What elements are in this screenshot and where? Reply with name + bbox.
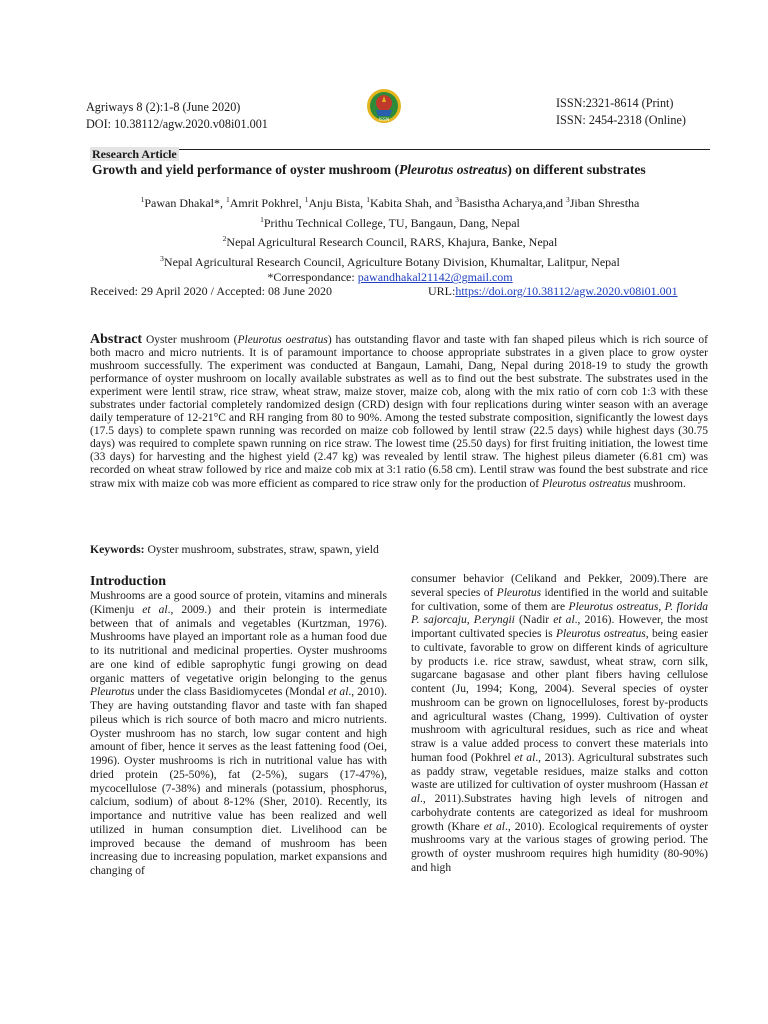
doi: DOI: 10.38112/agw.2020.v08i01.001 [86,117,268,131]
author-block [80,192,700,286]
body-text: ., 2013). Agricultural substrates such as paddy straw, vegetable residues, maize stalks and cotton waste are utilized for cultivation of oyster mushroom (Hassan [411,751,708,792]
body-italic: et al [411,779,708,805]
author-name: Pawan Dhakal*, [144,196,227,210]
abstract-text: ) has outstanding flavor and taste with fan shaped pileus which is rich source of both macro and micro nutrients. It is of paramount importance to choose appropriate substrates in a given place to grow oyster mushroom successfully. The experiment was conducted at Bangaun, Lamahi, Dang, Nepal during 2018-19 to study the growth performance of oyster mushroom on locally available substrates as well as to find out the best substrate. The substrates used in the experiment were lentil straw, rice straw, wheat straw, maize stover, maize cob, along with the mix ratio of corn cob 1:3 with these substrates under factorial completely randomized design (CRD) design with four replications during winter season with an average daily temperature of 12-21°C and RH ranging from 80 to 90%. Among the tested substrate composition, significantly the lowest days (17.5 days) to complete spawn running was recorded on maize cob followed by lentil straw (22.5 days) while highest days (30.75 days) was required to complete spawn running on rice straw. The lowest time (25.50 days) for first fruiting initiation, the lowest time (33 days) for harvesting and the highest yield (2.47 kg) was revealed by lentil straw. The highest pileus diameter (6.81 cm) was recorded on wheat straw followed by rice and maize cob mix at 3:1 ratio (6.58 cm). Lentil straw was found the best substrate and rice straw mix with maize cob was more efficient as compared to rice straw only for the production of [90,334,709,490]
keywords-text: Oyster mushroom, substrates, straw, spawn, yield [144,543,379,556]
author-sup: 1 [366,195,370,204]
intro-column-left [90,590,387,879]
body-italic: et al [483,820,506,833]
introduction-heading: Introduction [90,574,166,589]
author-sup: 1 [226,195,230,204]
url-line [428,284,678,299]
body-italic: et al [553,614,575,627]
body-italic: et al [514,751,536,764]
keywords-label: Keywords: [90,543,145,556]
issn-online: ISSN: 2454-2318 (Online) [556,113,686,127]
article-title [92,162,712,178]
body-text: ., 2010). Ecological requirements of oyster mushrooms vary at the various stages of growing period. The growth of oyster mushroom requires high humidity (80-90%) and high [411,820,708,874]
body-text: ., 2011).Substrates having high levels of nitrogen and carbohydrate contents are categorized as ideal for mushroom growth (Khare [411,793,708,833]
author-list [80,192,700,212]
affiliation-text: Nepal Agricultural Research Council, RARS, Khajura, Banke, Nepal [226,235,558,250]
body-italic: Pleurotus [90,686,135,699]
author-name: Amrit Pokhrel, [229,196,305,210]
abstract [90,333,708,491]
title-text: Growth and yield performance of oyster mushroom ( [92,162,399,177]
doi-link[interactable]: https://doi.org/10.38112/agw.2020.v08i01.001 [455,284,678,298]
url-label: URL: [428,284,456,298]
received-dates: Received: 29 April 2020 / Accepted: 08 June 2020 [90,284,332,298]
author-name: Jiban Shrestha [569,196,640,210]
body-text: (Nadir [514,614,554,627]
affiliation [80,251,700,271]
abstract-text: mushroom. [630,477,686,490]
journal-emblem-icon [366,88,402,124]
affiliation-sup: 2 [222,234,227,244]
abstract-species: Pleurotus oestratus [237,334,328,346]
title-text-end: ) on different substrates [507,162,646,177]
affiliation-sup: 3 [160,253,164,263]
journal-header [86,99,268,133]
intro-column-right [411,573,708,876]
body-italic: Pleurotus ostreatus [555,628,646,640]
body-text: ., 2009.) and their protein is intermediate between that of animals and vegetables (Kurtzman, 1976). Mushrooms have played an important role as a human food due to its nutritional and medicinal properties. Oyster mushrooms are one kind of edible saprophytic fungi growing on dead organic matters of vegetative origin belonging to the genus [90,603,388,685]
body-text: ., 2010). They are having outstanding flavor and taste with fan shaped pileus which is rich source of both macro and micro nutrients. Oyster mushroom has no starch, low sugar content and high amount of fiber, hence it serves as the least fattening food (Oei, 1996). Oyster mushrooms is rich in nutritional value has with dried protein (25-50%), fat (2-5%), sugars (17-47%), mycocellulose (7-38%) and minerals (potassium, phosphorus, calcium, sodium) of about 8-12% (Sher, 2010). Recently, its importance and nutritive value has been realized and well utilized in human consumption diet. Livelihood can be improved because the demand of mushroom has been increasing due to increasing population, market expansions and changing of [90,686,388,877]
article-type-label: Research Article [92,147,177,161]
keywords [90,543,708,556]
author-sup: 3 [565,195,570,204]
author-name: Anju Bista, [308,196,367,210]
affiliation [80,212,700,232]
title-species: Pleurotus ostreatus [398,162,508,177]
author-name: Kabita Shah, and [369,196,456,210]
abstract-species: Pleurotus ostreatus [541,477,631,490]
email-link[interactable]: pawandhakal21142@gmail.com [357,270,513,285]
body-text: identified in the world and suitable for cultivation, some of them are [411,586,708,613]
author-sup: 1 [304,195,309,204]
author-sup: 1 [140,195,145,204]
author-sup: 3 [455,195,459,204]
abstract-heading: Abstract [90,332,143,347]
abstract-text: Oyster mushroom ( [142,334,238,346]
body-italic: Pleurotus ostreatus, P. florida P. sajorcaju, P.eryngii [411,600,709,627]
affiliation-text: Nepal Agricultural Research Council, Agriculture Botany Division, Khumaltar, Lalitpur, Nepal [163,254,620,269]
logo-text: ISSN [378,118,390,123]
body-text: Mushrooms are a good source of protein, vitamins and minerals (Kimenju [90,590,387,616]
affiliation-text: Prithu Technical College, TU, Bangaun, Dang, Nepal [263,215,520,230]
body-text: consumer behavior (Celikand and Pekker, 2009).There are several species of [411,573,708,599]
issn-block [556,95,686,129]
affiliation [80,231,700,251]
body-text: , being easier to cultivate, favorable to grow on different kinds of agriculture by products i.e. rice straw, sawdust, wheat straw, corn silk, sugarcane bagasase and other plant fibers having cellulose content (Ju, 1994; Kong, 2004). Several species of oyster mushroom can be grown on lignocelluloses, forest by-products and agricultural wastes (Chang, 1999). Cultivation of oyster mushroom with agricultural residues, such as rice and wheat straw is a value added process to convert these materials into human food (Pokhrel [411,628,708,764]
journal-citation: Agriways 8 (2):1-8 (June 2020) [86,100,241,114]
issn-print: ISSN:2321-8614 (Print) [556,96,674,110]
body-italic: et al [328,686,349,699]
body-text: ., 2016). However, the most important cultivated species is [411,614,708,640]
correspondence-label: *Correspondance: [267,270,358,285]
affiliation-sup: 1 [260,214,264,224]
body-text: under the class Basidiomycetes (Mondal [134,686,329,699]
author-name: Basistha Acharya,and [459,196,566,210]
header-divider [90,149,710,150]
body-italic: Pleurotus [496,586,542,599]
body-italic: et al [142,603,168,616]
